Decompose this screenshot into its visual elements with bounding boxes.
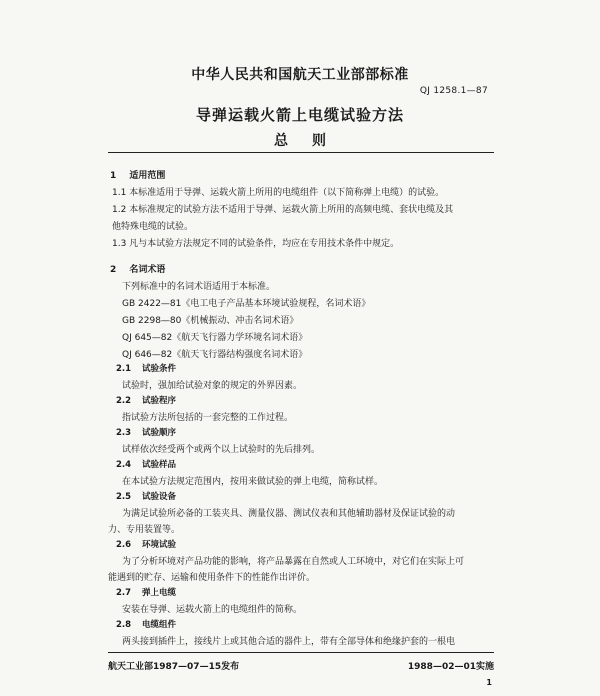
reference-standard: QJ 645—82《航天飞行器力学环境名词术语》: [122, 333, 308, 343]
section-title: 名词术语: [129, 265, 166, 275]
term-title: 试验样品: [142, 460, 177, 470]
term-2-1-text: 试验时，强加给试验对象的规定的外界因素。: [122, 381, 303, 391]
term-2-5-text-continued: 力、专用装置等。: [108, 525, 181, 535]
term-2-6-text-continued: 能遇到的贮存、运输和使用条件下的性能作出评价。: [108, 573, 316, 583]
term-title: 试验顺序: [142, 428, 177, 438]
section-2-heading: [110, 262, 165, 275]
term-2-2-heading: [116, 394, 176, 406]
term-2-7-heading: [116, 586, 176, 598]
term-title: 电缆组件: [142, 620, 177, 630]
term-number: 2.4: [116, 460, 132, 470]
terms-intro: 下列标准中的名词术语适用于本标准。: [122, 282, 276, 292]
term-number: 2.8: [116, 620, 132, 630]
term-2-8-heading: [116, 618, 176, 630]
reference-standard: QJ 646—82《航天飞行器结构强度名词术语》: [122, 350, 308, 360]
reference-standard: GB 2422—81《电工电子产品基本环境试验规程，名词术语》: [122, 299, 371, 309]
term-2-4-heading: [116, 458, 176, 470]
page-number: 1: [486, 678, 492, 687]
standard-title: 中华人民共和国航天工业部部标准: [191, 67, 409, 83]
term-number: 2.6: [116, 540, 132, 550]
term-title: 试验程序: [142, 396, 177, 406]
document-subtitle: 总则: [274, 133, 350, 149]
term-number: 2.5: [116, 492, 132, 502]
term-title: 试验条件: [142, 364, 177, 374]
section-number: 2: [110, 265, 117, 275]
header-divider: [108, 152, 494, 153]
term-2-1-heading: [116, 362, 176, 374]
document-title: 导弹运载火箭上电缆试验方法: [195, 106, 404, 124]
term-number: 2.1: [116, 364, 132, 374]
term-2-8-text: 两头接到插件上，接线片上或其他合适的器件上，带有全部导体和绝缘护套的一根电: [122, 637, 456, 647]
term-2-2-text: 指试验方法所包括的一套完整的工作过程。: [122, 413, 294, 423]
section-title: 适用范围: [129, 171, 166, 181]
term-number: 2.3: [116, 428, 132, 438]
reference-standard: GB 2298—80《机械振动、冲击名词术语》: [122, 316, 299, 326]
paragraph-1-1: 1.1 本标准适用于导弹、运载火箭上所用的电缆组件（以下简称弹上电缆）的试验。: [112, 188, 445, 198]
term-2-5-heading: [116, 490, 176, 502]
section-1-heading: [110, 168, 165, 181]
section-number: 1: [110, 171, 117, 181]
paragraph-1-2: 1.2 本标准规定的试验方法不适用于导弹、运载火箭上所用的高频电缆、套状电缆及其: [112, 205, 454, 215]
term-2-6-text: 为了分析环境对产品功能的影响，将产品暴露在自然或人工环境中，对它们在实际上可: [122, 557, 465, 567]
paragraph-1-2-continued: 他特殊电缆的试验。: [112, 222, 194, 232]
term-2-5-text: 为满足试验所必备的工装夹具、测量仪器、测试仪表和其他辅助器材及保证试验的动: [122, 509, 456, 519]
issue-date: 航天工业部1987—07—15发布: [108, 662, 240, 672]
term-title: 环境试验: [142, 540, 177, 550]
term-number: 2.2: [116, 396, 132, 406]
term-number: 2.7: [116, 588, 132, 598]
term-2-4-text: 在本试验方法规定范围内，按用来做试验的弹上电缆，简称试样。: [122, 477, 384, 487]
term-title: 试验设备: [142, 492, 177, 502]
paragraph-1-3: 1.3 凡与本试验方法规定不同的试验条件，均应在专用技术条件中规定。: [112, 239, 400, 249]
term-2-3-text: 试样依次经受两个或两个以上试验时的先后排列。: [122, 445, 321, 455]
term-2-7-text: 安装在导弹、运载火箭上的电缆组件的简称。: [122, 605, 303, 615]
effective-date: 1988—02—01实施: [407, 662, 494, 672]
standard-code: QJ 1258.1—87: [419, 86, 488, 96]
footer-divider: [108, 652, 494, 653]
term-2-3-heading: [116, 426, 176, 438]
term-title: 弹上电缆: [142, 588, 177, 598]
term-2-6-heading: [116, 538, 176, 550]
